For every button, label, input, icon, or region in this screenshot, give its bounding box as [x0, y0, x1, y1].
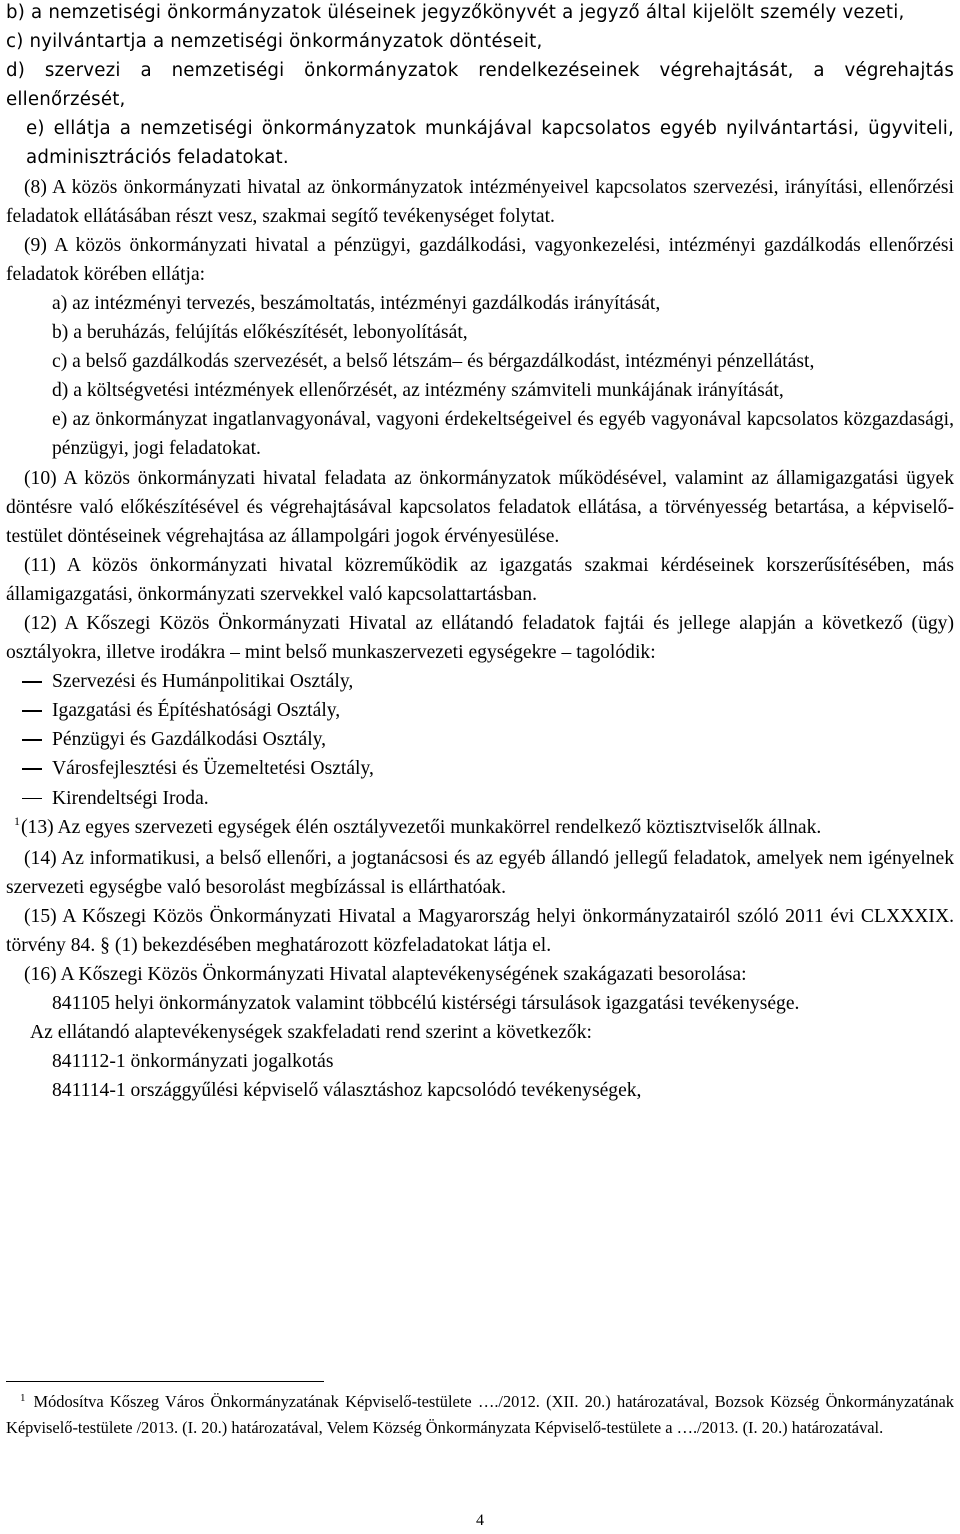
paragraph-16-intro: (16) A Kőszegi Közös Önkormányzati Hivatal alaptevékenységének szakágazati besorolása: [24, 964, 747, 986]
item-c: c) nyilvántartja a nemzetiségi önkormányzatok döntéseit, [6, 31, 543, 53]
paragraph-8: (8) A közös önkormányzati hivatal az önkormányzatok intézményeivel kapcsolatos szervezési, irányítási, ellenőrzési feladatok ellátásában részt vesz, szakmai segítő tevékenységet folytat. [6, 176, 954, 227]
paragraph-12-intro: (12) A Kőszegi Közös Önkormányzati Hivatal az ellátandó feladatok fajtái és jellege alapján a következő (ügy) osztályokra, illetve irodákra – mint belső munkaszervezeti egységekre – tagolódik: [6, 612, 954, 664]
document-body [6, 0, 954, 1106]
paragraph-9-b: b) a beruházás, felújítás előkészítését, lebonyolítását, [52, 322, 468, 344]
paragraph-9-d: d) a költségvetési intézmények ellenőrzését, az intézmény számviteli munkájának irányítását, [52, 380, 784, 402]
paragraph-13: $^1$(13) Az egyes szervezeti egységek élén osztályvezetői munkakörrel rendelkező köztisztviselők állnak. [14, 813, 822, 838]
department-list-item: Szervezési és Humánpolitikai Osztály, [6, 667, 954, 696]
paragraph-16-code: 841105 helyi önkormányzatok valamint többcélú kistérségi társulások igazgatási tevékenysége. [52, 993, 800, 1015]
footnote-mark: 1 [20, 1392, 26, 1404]
dash-bullet [22, 768, 42, 769]
item-d: d) szervezi a nemzetiségi önkormányzatok rendelkezéseinek végrehajtását, a végrehajtás ellenőrzését, [6, 60, 954, 111]
page-number: 4 [476, 1512, 484, 1529]
dash-bullet [22, 739, 42, 740]
dash-bullet [22, 681, 42, 682]
paragraph-11: (11) A közös önkormányzati hivatal közreműködik az igazgatás szakmai kérdéseinek korszerűsítésében, más államigazgatási, önkormányzati szervekkel való kapcsolattartásban. [6, 554, 954, 605]
paragraph-16-list-intro: Az ellátandó alaptevékenységek szakfeladati rend szerint a következők: [30, 1022, 592, 1044]
paragraph-15: (15) A Kőszegi Közös Önkormányzati Hivatal a Magyarország helyi önkormányzatairól szóló 2011 évi CLXXXIX. törvény 84. § (1) bekezdésében meghatározott közfeladatokat látja el. [6, 905, 954, 956]
paragraph-9-a: a) az intézményi tervezés, beszámoltatás, intézményi gazdálkodás irányítását, [52, 292, 661, 314]
department-list-item: Pénzügyi és Gazdálkodási Osztály, [6, 725, 954, 754]
footnote-reference[interactable]: 1 [14, 813, 20, 828]
department-list-item: Kirendeltségi Iroda. [6, 784, 954, 813]
dash-bullet [22, 710, 42, 711]
footnote-separator [6, 1381, 324, 1382]
department-list-item: Városfejlesztési és Üzemeltetési Osztály, [6, 754, 954, 783]
activity-code-item: 841114-1 országgyűlési képviselő választáshoz kapcsolódó tevékenységek, [52, 1080, 642, 1102]
paragraph-10: (10) A közös önkormányzati hivatal feladata az önkormányzatok működésével, valamint az államigazgatási ügyek döntésre való előkészítésével és végrehajtásával kapcsolatos feladatok ellátása, a törvényesség betartása, a képviselő-testület döntéseinek végrehajtása az állampolgári jogok érvényesülése. [6, 467, 954, 547]
footnote-text: Módosítva Kőszeg Város Önkormányzatának Képviselő-testülete …./2012. (XII. 20.) határozatával, Bozsok Község Önkormányzatának Képviselő-testülete /2013. (I. 20.) határozatával, Velem Község Önkormányzata Képviselő-testülete a …./2013. (I. 20.) határozatával. [6, 1392, 954, 1437]
paragraph-9-intro: (9) A közös önkormányzati hivatal a pénzügyi, gazdálkodási, vagyonkezelési, intézményi gazdálkodás ellenőrzési feladatok körében ellátja: [6, 234, 954, 285]
paragraph-9-e: e) az önkormányzat ingatlanvagyonával, vagyoni érdekeltségeivel és egyéb vagyonával kapcsolatos közgazdasági, pénzügyi, jogi feladatokat. [52, 409, 954, 460]
activity-code-item: 841112-1 önkormányzati jogalkotás [52, 1051, 334, 1073]
dash-bullet [22, 798, 42, 799]
item-e: e) ellátja a nemzetiségi önkormányzatok munkájával kapcsolatos egyéb nyilvántartási, ügyviteli, adminisztrációs feladatokat. [26, 118, 954, 169]
footnote [6, 1390, 954, 1440]
paragraph-9-c: c) a belső gazdálkodás szervezését, a belső létszám– és bérgazdálkodást, intézményi pénzellátást, [52, 351, 815, 373]
section-sans-intro [6, 0, 954, 173]
department-list-item: Igazgatási és Építéshatósági Osztály, [6, 696, 954, 725]
item-b: b) a nemzetiségi önkormányzatok üléseinek jegyzőkönyvét a jegyző által kijelölt személy vezeti, [6, 2, 905, 23]
paragraph-14: (14) Az informatikusi, a belső ellenőri, a jogtanácsosi és az egyéb állandó jellegű feladatok, amelyek nem igényelnek szervezeti egységbe való besorolást megbízással is ellárthatóak. [6, 847, 954, 898]
